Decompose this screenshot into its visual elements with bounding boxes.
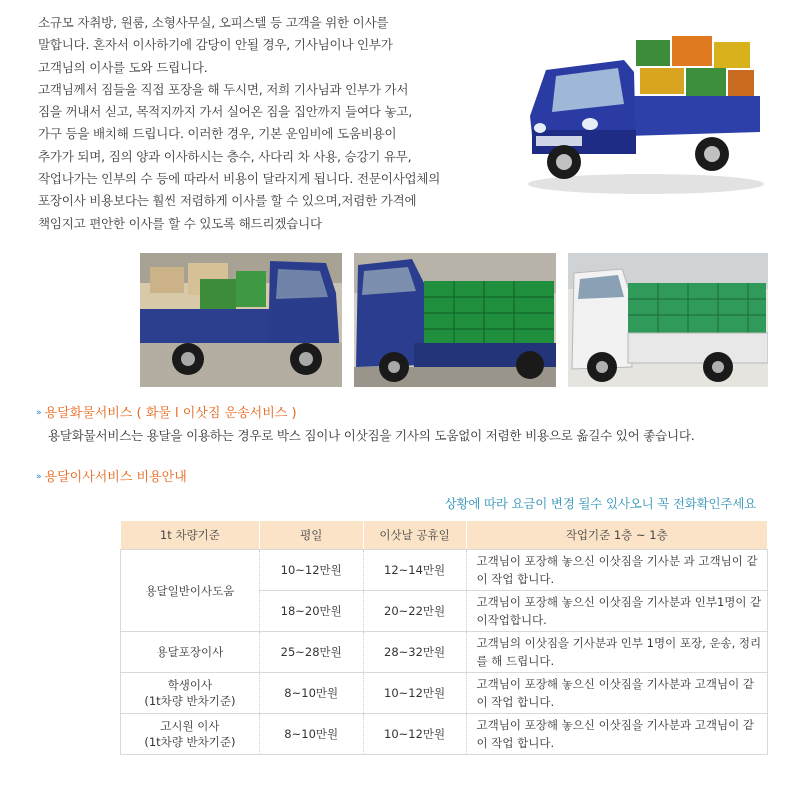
holiday-price: 12~14만원 [363, 550, 466, 591]
column-header: 1t 차량기준 [121, 521, 260, 550]
intro-line: 가구 등을 배치해 드립니다. 이러한 경우, 기본 운임비에 도움비용이 [38, 126, 397, 142]
intro-line: 책임지고 편안한 이사를 할 수 있도록 해드리겠습니다 [38, 215, 322, 231]
weekday-price: 8~10만원 [259, 714, 363, 755]
category-label: 고시원 이사 [160, 719, 220, 733]
category-cell [121, 673, 260, 714]
table-row [121, 550, 768, 591]
intro-line: 소규모 자취방, 원룸, 소형사무실, 오피스텔 등 고객을 위한 이사를 [38, 15, 389, 30]
holiday-price: 10~12만원 [363, 673, 466, 714]
intro-text [38, 12, 498, 235]
category-cell [121, 714, 260, 755]
column-header: 이삿날 공휴일 [363, 521, 466, 550]
work-description: 고객님이 포장해 놓으신 이삿짐을 기사분과 고객님이 같이 작업 합니다. [466, 673, 767, 714]
section-description: 용달화물서비스는 용달을 이용하는 경우로 박스 짐이나 이삿짐을 기사의 도움없이 저렴한 비용으로 옮길수 있어 좋습니다. [48, 428, 695, 443]
price-table [120, 520, 768, 755]
weekday-price: 8~10만원 [259, 673, 363, 714]
holiday-price: 28~32만원 [363, 632, 466, 673]
column-header: 작업기준 1층 ~ 1층 [466, 521, 767, 550]
intro-line: 추가가 되며, 짐의 양과 이사하시는 층수, 사다리 차 사용, 승강기 유무, [38, 148, 412, 164]
intro-line: 말합니다. 혼자서 이사하기에 감당이 안될 경우, 기사님이나 인부가 [38, 37, 393, 53]
category-cell: 용달포장이사 [121, 632, 260, 673]
intro-line: 고객님께서 짐들을 직접 포장을 해 두시면, 저희 기사님과 인부가 가서 [38, 81, 409, 97]
work-description: 고객님의 이삿짐을 기사분과 인부 1명이 포장, 운송, 정리를 해 드립니다. [466, 632, 767, 673]
category-label: 학생이사 [167, 678, 213, 692]
category-sublabel: (1t차량 반차기준) [144, 694, 236, 708]
intro-line: 작업나가는 인부의 수 등에 따라서 비용이 달라지게 됩니다. 전문이사업체의 [38, 171, 441, 187]
section-title-cargo-service [36, 402, 297, 421]
bullet-icon: » [36, 408, 42, 418]
work-description: 고객님이 포장해 놓으신 이삿짐을 기사분과 고객님이 같이 작업 합니다. [466, 714, 767, 755]
weekday-price: 10~12만원 [259, 550, 363, 591]
intro-line: 짐을 꺼내서 싣고, 목적지까지 가서 실어온 짐을 집안까지 들여다 놓고, [38, 104, 413, 120]
table-row [121, 714, 768, 755]
price-notice: 상황에 따라 요금이 변경 될수 있사오니 꼭 전화확인주세요 [444, 496, 756, 511]
bullet-icon: » [36, 472, 42, 482]
truck-photo-main [506, 12, 770, 204]
weekday-price: 25~28만원 [259, 632, 363, 673]
work-description: 고객님이 포장해 놓으신 이삿짐을 기사분 과 고객님이 같이 작업 합니다. [466, 550, 767, 591]
section-title-text: 용달이사서비스 비용안내 [44, 470, 187, 485]
table-row [121, 632, 768, 673]
truck-photo-boxes [140, 253, 342, 387]
holiday-price: 20~22만원 [363, 591, 466, 632]
table-header-row [121, 521, 768, 550]
intro-line: 포장이사 비용보다는 훨씬 저렴하게 이사를 할 수 있으며,저렴한 가격에 [38, 193, 417, 209]
column-header: 평일 [259, 521, 363, 550]
section-title-text: 용달화물서비스 ( 화물 l 이삿짐 운송서비스 ) [44, 406, 297, 421]
weekday-price: 18~20만원 [259, 591, 363, 632]
work-description: 고객님이 포장해 놓으신 이삿짐을 기사분과 인부1명이 같이작업합니다. [466, 591, 767, 632]
category-cell: 용달일반이사도움 [121, 550, 260, 632]
category-sublabel: (1t차량 반차기준) [144, 735, 236, 749]
holiday-price: 10~12만원 [363, 714, 466, 755]
white-truck-photo-net [568, 253, 768, 387]
section-title-price-guide [36, 466, 187, 485]
intro-line: 고객님의 이사를 도와 드립니다. [38, 59, 208, 75]
table-row [121, 673, 768, 714]
truck-photo-net [354, 253, 556, 387]
